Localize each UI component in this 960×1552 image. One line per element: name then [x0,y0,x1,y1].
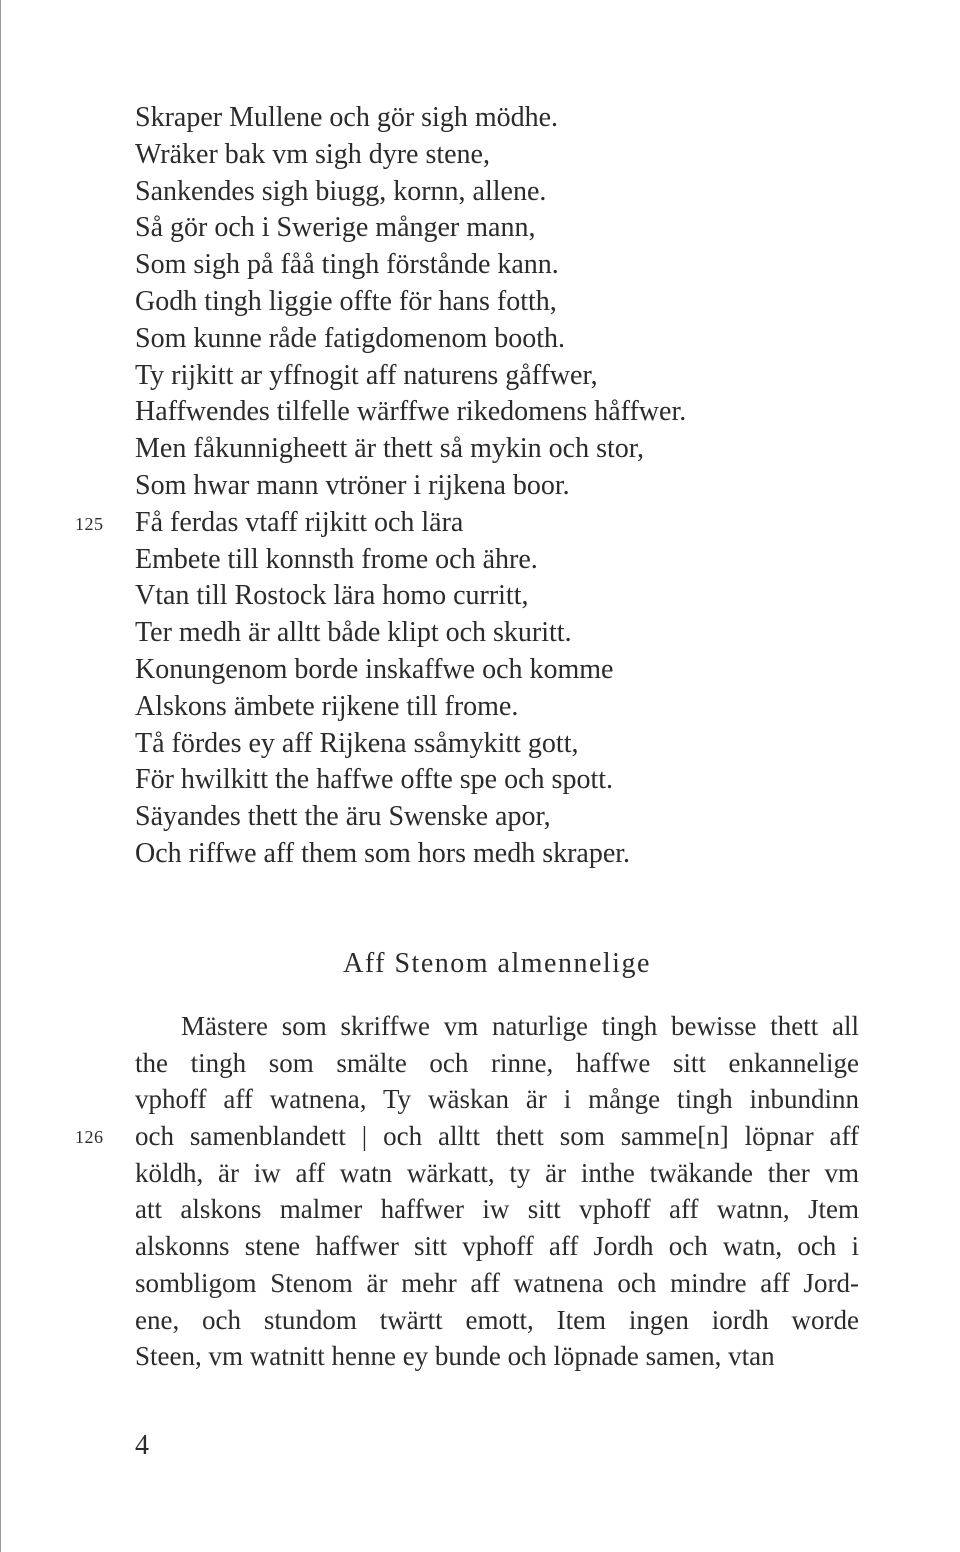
text-line: the tingh som smälte och rinne, haffwe sitt enkannelige [135,1047,859,1078]
line-number: 126 [75,1127,104,1148]
text-line: Som hwar mann vtröner i rijkena boor. [135,469,570,501]
text-line: För hwilkitt the haffwe offte spe och spott. [135,764,613,796]
line-number: 125 [75,513,104,534]
verse-block [75,100,895,873]
text-line: Haffwendes tilfelle wärffwe rikedomens håffwer. [135,396,687,428]
text-line: Skraper Mullene och gör sigh mödhe. [135,102,559,133]
text-line: Få ferdas vtaff rijkitt och lära 125 [135,505,895,542]
text-line: vphoff aff watnena, Ty wäskan är i månge tingh inbundinn [135,1084,859,1115]
text-line: Godh tingh liggie offte för hans fotth, [135,285,557,317]
page-number: 4 [135,1430,149,1461]
text-line: köldh, är iw aff watn wärkatt, ty är inthe twäkande ther vm [135,1157,859,1188]
text-line: Mästere som skriffwe vm naturlige tingh bewisse thett all [181,1011,859,1041]
text-line: Säyandes thett the äru Swenske apor, [135,801,551,833]
text-line: att alskons malmer haffwer iw sitt vphoff aff watnn, Jtem [135,1194,859,1225]
text-line: ene, och stundom twärtt emott, Item ingen iordh worde [135,1304,859,1335]
text-line: Sankendes sigh biugg, kornn, allene. [135,175,547,207]
text-line: Men fåkunnigheett är thett så mykin och stor, [135,433,644,465]
text-line: Alskons ämbete rijkene till frome. [135,690,519,722]
text-line: Vtan till Rostock lära homo curritt, [135,580,529,612]
text-line: sombligom Stenom är mehr aff watnena och mindre aff Jord- [135,1267,859,1298]
text-line: Som sigh på fåå tingh förstånde kann. [135,249,559,281]
text-line: Och riffwe aff them som hors medh skraper. [135,837,631,869]
text-line: Ty rijkitt ar yffnogit aff naturens gåffwer, [135,359,598,391]
text-line: Embete till konnsth frome och ähre. [135,543,538,575]
prose-block [75,1008,859,1375]
text-line: Steen, vm watnitt henne ey bunde och löpnade samen, vtan [135,1341,775,1372]
text-line: Så gör och i Swerige månger mann, [135,212,536,244]
text-line: Tå fördes ey aff Rijkena ssåmykitt gott, [135,727,579,759]
text-line: Konungenom borde inskaffwe och komme [135,653,614,685]
text-line: alskonns stene haffwer sitt vphoff aff Jordh och watn, och i [135,1231,859,1262]
section-heading: Aff Stenom almennelige [343,948,651,979]
text-line: Ter medh är alltt både klipt och skuritt. [135,617,572,649]
text-line: Wräker bak vm sigh dyre stene, [135,138,490,170]
text-line: och samenblandett | och alltt thett som samme[n] löpnar aff 126 [135,1118,859,1155]
text-line: Som kunne råde fatigdomenom booth. [135,322,566,354]
